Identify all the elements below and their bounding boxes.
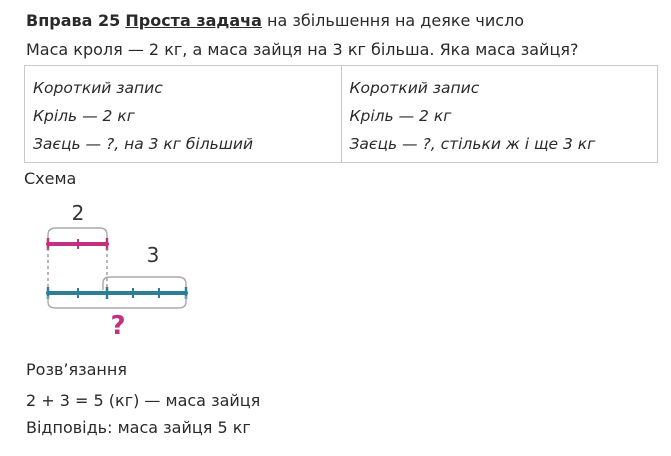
short-note-line-rabbit: Кріль — 2 кг (349, 107, 452, 125)
short-note-left (25, 66, 342, 163)
short-note-heading: Короткий запис (33, 79, 163, 97)
problem-text: Маса кроля — 2 кг, а маса зайця на 3 кг більша. Яка маса зайця? (26, 40, 579, 59)
short-note-line-hare: Заєць — ?, на 3 кг більший (33, 135, 254, 153)
top-value-label: 2 (71, 201, 85, 225)
solution-expression: 2 + 3 = 5 (кг) — маса зайця (26, 391, 261, 410)
extra-bracket (103, 277, 186, 290)
segment-scheme (0, 190, 230, 350)
answer-text: Відповідь: маса зайця 5 кг (26, 418, 251, 437)
solution-label: Розв’язання (26, 360, 127, 379)
short-note-heading: Короткий запис (349, 79, 480, 97)
exercise-label: Вправа 25 (26, 11, 121, 30)
unknown-question-mark: ? (110, 311, 126, 341)
total-bracket (48, 296, 186, 308)
short-notes-table (24, 65, 658, 163)
extra-value-label: 3 (146, 243, 160, 267)
exercise-topic-rest: на збільшення на деяке число (261, 11, 525, 30)
short-note-right (341, 66, 658, 163)
exercise-title (26, 11, 524, 30)
short-note-line-rabbit: Кріль — 2 кг (33, 107, 135, 125)
short-note-line-hare: Заєць — ?, стільки ж і ще 3 кг (349, 135, 596, 153)
exercise-topic: Проста задача (125, 11, 262, 30)
scheme-label: Схема (24, 169, 77, 188)
